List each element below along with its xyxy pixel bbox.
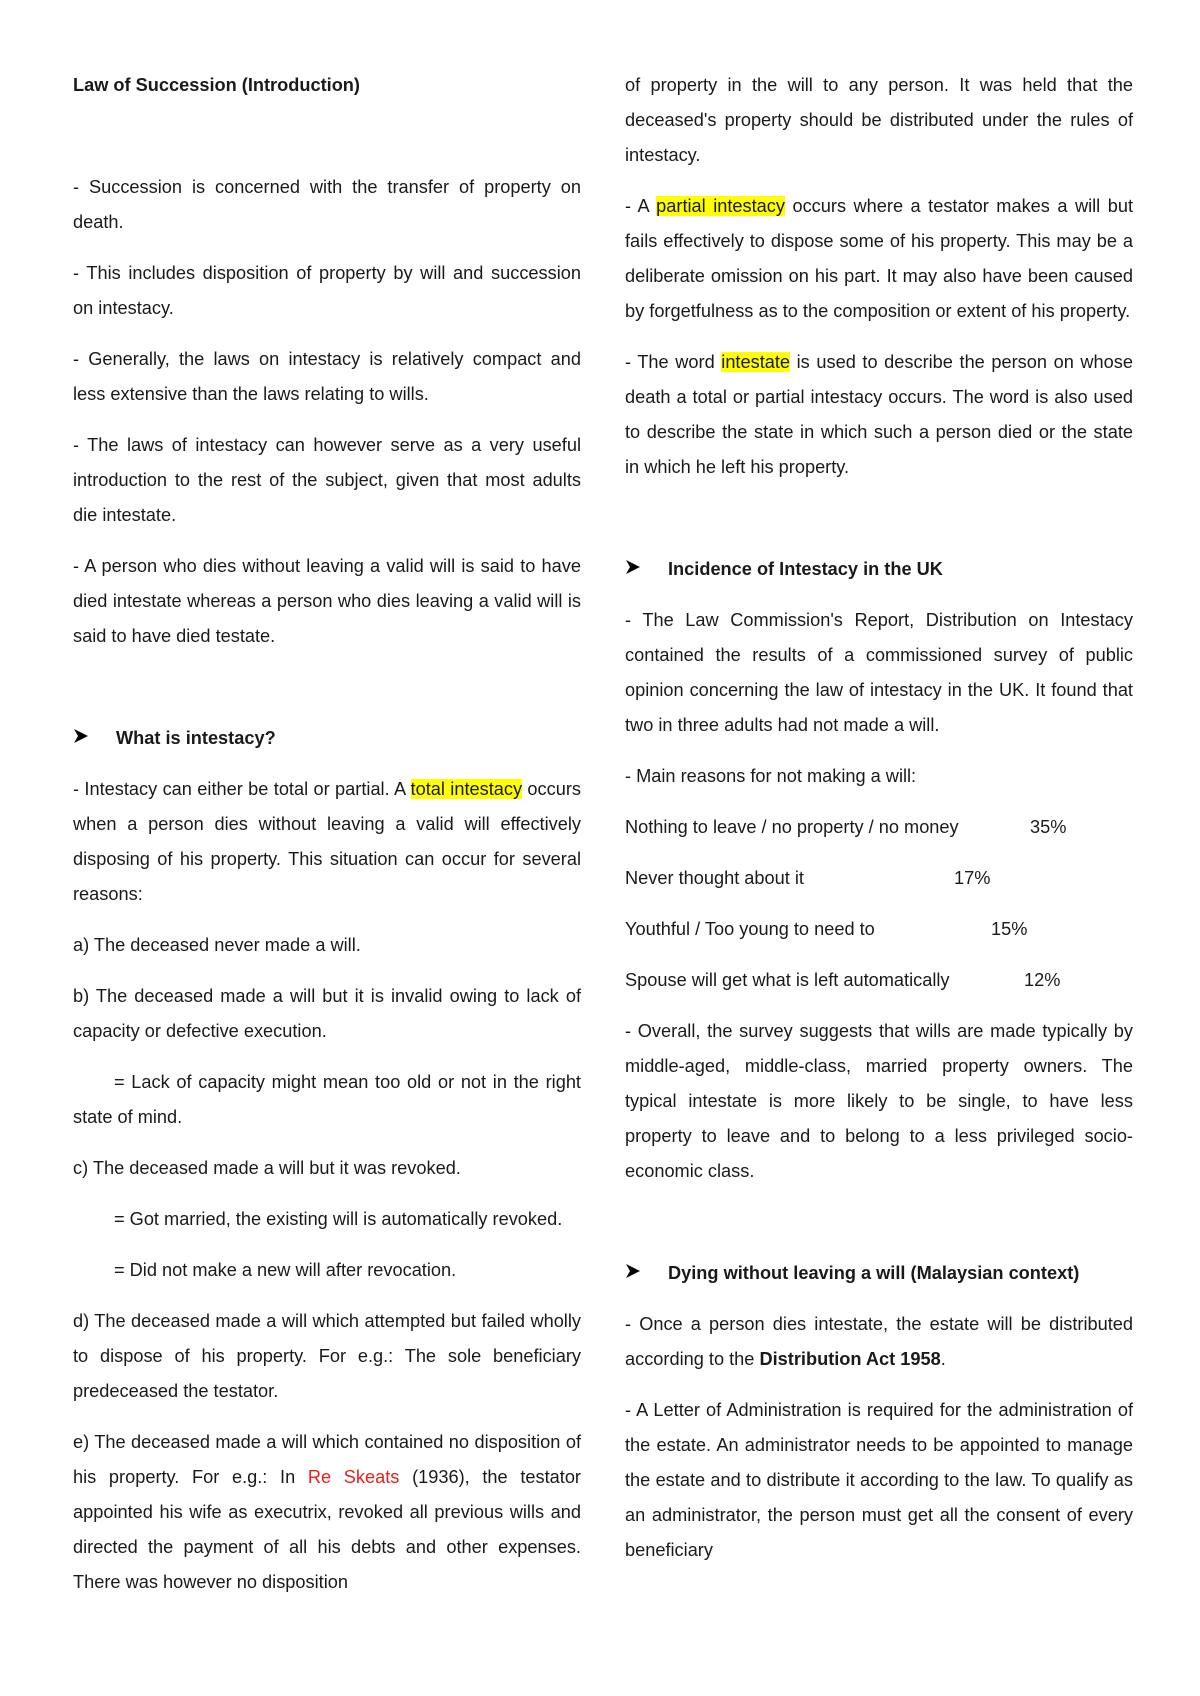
highlighted-term: intestate xyxy=(721,352,791,372)
intro-paragraph-1: - Succession is concerned with the transfer of property on death. xyxy=(73,177,581,232)
section-heading-incidence xyxy=(625,552,1133,587)
arrowhead-bullet-icon xyxy=(625,1256,668,1291)
letter-of-administration-paragraph: - A Letter of Administration is required for the administration of the estate. An administrator needs to be appointed to manage the estate and to distribute it according to the law. To qualify as an administrator, the person must get all the consent of every beneficiary xyxy=(625,1400,1133,1560)
reason-stat-row xyxy=(625,861,1133,896)
total-intestacy-paragraph xyxy=(73,772,581,912)
text-run: - Intestacy can either be total or partial. A xyxy=(73,779,411,799)
reason-percentage: 15% xyxy=(991,919,1028,939)
arrowhead-bullet-icon xyxy=(73,721,116,756)
text-run: (1936), the testator appointed his wife as executrix, revoked all previous wills and directed the payment of all his debts and other expenses. There was however no disposition xyxy=(73,1467,581,1592)
text-run: occurs where a testator makes a will but fails effectively to dispose some of his property. This may be a deliberate omission on his part. It may also have been caused by forgetfulness as to the composition or extent of his property. xyxy=(625,196,1133,321)
reason-label: Nothing to leave / no property / no money xyxy=(625,817,959,837)
text-run: is used to describe the person on whose death a total or partial intestacy occurs. The word is also used to describe the state in which such a person died or the state in which he left his property. xyxy=(625,352,1133,477)
continuation-paragraph: of property in the will to any person. It was held that the deceased's property should be distributed under the rules of intestacy. xyxy=(625,75,1133,165)
survey-overall-paragraph: - Overall, the survey suggests that wills are made typically by middle-aged, middle-class, married property owners. The typical intestate is more likely to be single, to have less property to leave and to belong to a less privileged socio-economic class. xyxy=(625,1021,1133,1181)
intro-paragraph-3: - Generally, the laws on intestacy is relatively compact and less extensive than the laws relating to wills. xyxy=(73,349,581,404)
reason-label: Never thought about it xyxy=(625,868,804,888)
right-column xyxy=(625,68,1133,1584)
reason-e xyxy=(73,1425,581,1600)
reason-stat-row xyxy=(625,963,1133,998)
reasons-intro: - Main reasons for not making a will: xyxy=(625,766,917,786)
highlighted-term: total intestacy xyxy=(410,779,523,799)
section-heading-text: What is intestacy? xyxy=(116,728,276,748)
intro-paragraph-4: - The laws of intestacy can however serve as a very useful introduction to the rest of the subject, given that most adults die intestate. xyxy=(73,435,581,525)
document-title: Law of Succession (Introduction) xyxy=(73,75,360,95)
section-heading-malaysian-context xyxy=(625,1256,1133,1291)
reason-percentage: 35% xyxy=(1030,817,1067,837)
spacer xyxy=(625,1205,1133,1256)
spacer xyxy=(73,670,581,721)
spacer xyxy=(625,501,1133,552)
law-commission-paragraph: - The Law Commission's Report, Distribution on Intestacy contained the results of a commissioned survey of public opinion concerning the law of intestacy in the UK. It found that two in three adults had not made a will. xyxy=(625,610,1133,735)
intro-paragraph-2: - This includes disposition of property by will and succession on intestacy. xyxy=(73,263,581,318)
highlighted-term: partial intestacy xyxy=(656,196,785,216)
section-heading-text: Dying without leaving a will (Malaysian context) xyxy=(668,1263,1080,1283)
reason-c-note-1: = Got married, the existing will is automatically revoked. xyxy=(114,1209,563,1229)
intestate-definition-paragraph xyxy=(625,345,1133,485)
reason-c-note-2: = Did not make a new will after revocation. xyxy=(114,1260,457,1280)
reason-label: Youthful / Too young to need to xyxy=(625,919,875,939)
text-run: . xyxy=(940,1349,946,1369)
left-column xyxy=(73,68,581,1616)
partial-intestacy-paragraph xyxy=(625,189,1133,329)
section-heading-what-is-intestacy xyxy=(73,721,581,756)
statute-name: Distribution Act 1958 xyxy=(759,1349,941,1369)
arrowhead-bullet-icon xyxy=(625,552,668,587)
text-run: - Once a person dies intestate, the estate will be distributed according to the xyxy=(625,1314,1133,1369)
reason-b: b) The deceased made a will but it is invalid owing to lack of capacity or defective execution. xyxy=(73,986,581,1041)
reason-a: a) The deceased never made a will. xyxy=(73,935,361,955)
text-run: e) The deceased made a will which contained no disposition of his property. For e.g.: In xyxy=(73,1432,581,1487)
reason-c: c) The deceased made a will but it was revoked. xyxy=(73,1158,461,1178)
text-run: occurs when a person dies without leaving a valid will effectively disposing of his property. This situation can occur for several reasons: xyxy=(73,779,582,904)
reason-percentage: 12% xyxy=(1024,970,1061,990)
reason-d: d) The deceased made a will which attempted but failed wholly to dispose of his property. For e.g.: The sole beneficiary predeceased the testator. xyxy=(73,1311,581,1401)
intro-paragraph-5: - A person who dies without leaving a valid will is said to have died intestate whereas a person who dies leaving a valid will is said to have died testate. xyxy=(73,556,581,646)
section-heading-text: Incidence of Intestacy in the UK xyxy=(668,559,943,579)
text-run: - A xyxy=(625,196,657,216)
distribution-act-paragraph xyxy=(625,1307,1133,1377)
reason-stat-row xyxy=(625,810,1133,845)
reason-b-note: = Lack of capacity might mean too old or not in the right state of mind. xyxy=(73,1072,581,1127)
reason-stat-row xyxy=(625,912,1133,947)
reason-percentage: 17% xyxy=(954,868,991,888)
case-name: Re Skeats xyxy=(307,1467,400,1487)
text-run: - The word xyxy=(625,352,722,372)
reason-label: Spouse will get what is left automatically xyxy=(625,970,950,990)
